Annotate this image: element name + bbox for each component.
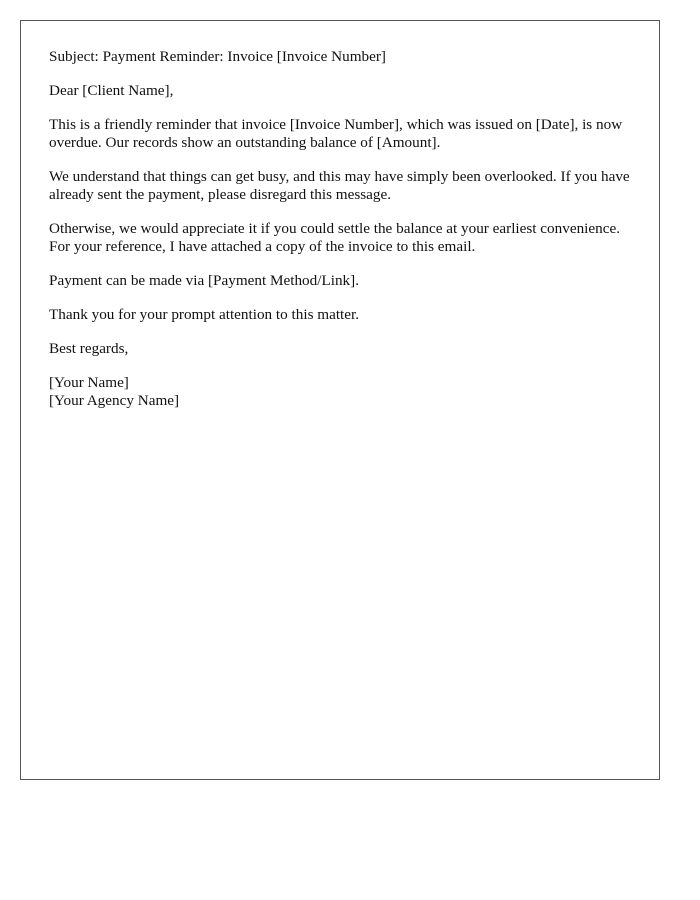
paragraph-overdue-notice: This is a friendly reminder that invoice [Invoice Number], which was issued on [Date], is now overdue. Our records show an outstanding balance of [Amount]. (49, 116, 623, 151)
paragraph-thanks: Thank you for your prompt attention to this matter. (49, 306, 360, 323)
letter-frame (20, 20, 660, 780)
paragraph-settle-request: Otherwise, we would appreciate it if you could settle the balance at your earliest convenience. For your reference, I have attached a copy of the invoice to this email. (49, 220, 620, 255)
subject-line: Subject: Payment Reminder: Invoice [Invoice Number] (49, 48, 386, 65)
closing: Best regards, (49, 340, 129, 357)
signature-name: [Your Name] (49, 374, 129, 391)
signature-agency: [Your Agency Name] (49, 392, 180, 409)
paragraph-payment-method: Payment can be made via [Payment Method/Link]. (49, 272, 359, 289)
signature-block (49, 374, 631, 410)
paragraph-understanding: We understand that things can get busy, and this may have simply been overlooked. If you have already sent the payment, please disregard this message. (49, 168, 630, 203)
salutation: Dear [Client Name], (49, 82, 174, 99)
